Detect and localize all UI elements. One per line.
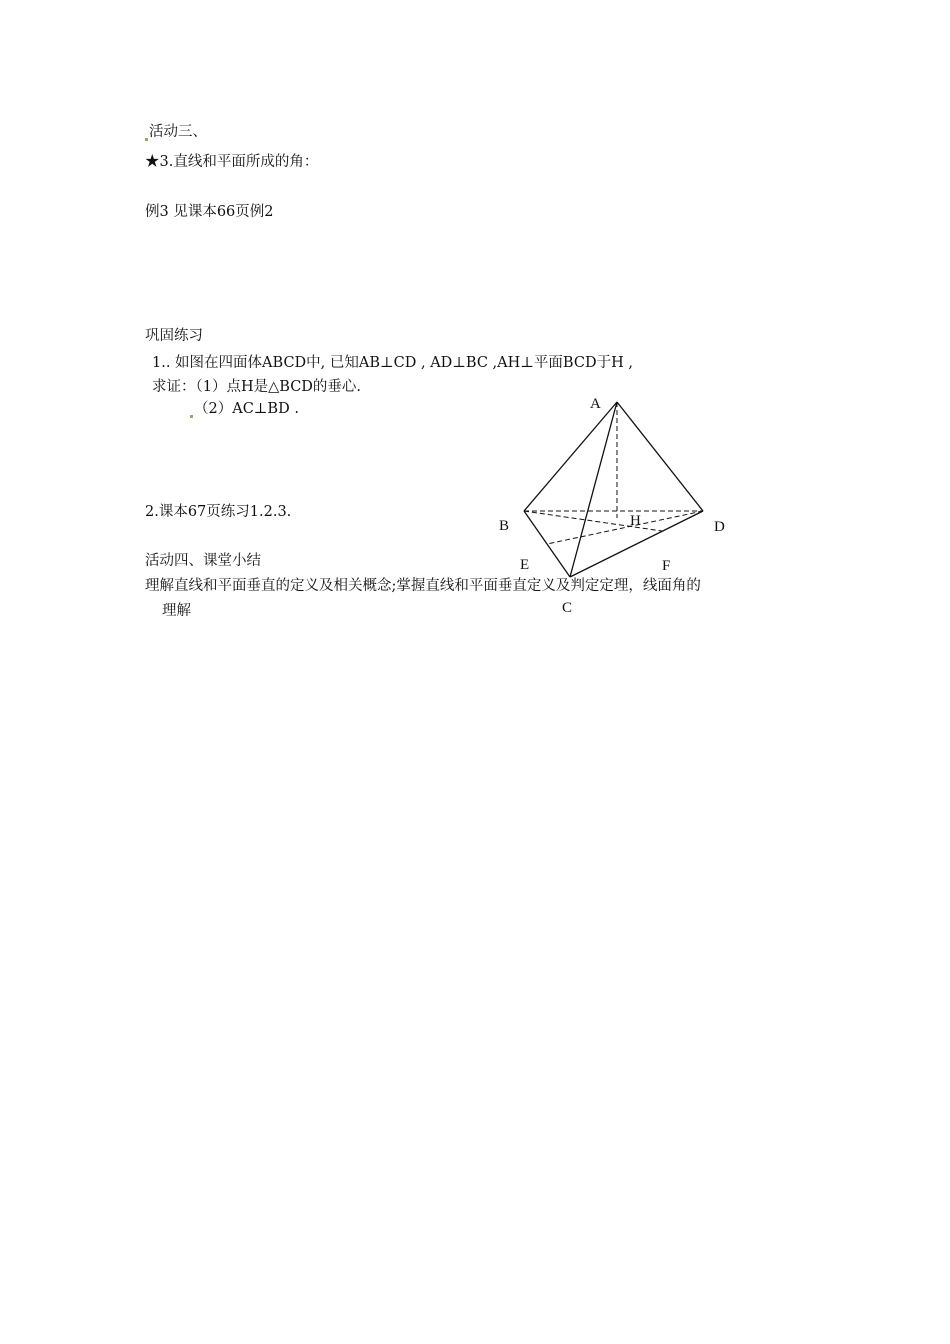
marker-dot: [190, 415, 193, 418]
edge-ab: [524, 402, 617, 511]
vertex-label-b: B: [499, 518, 510, 534]
summary-line-1: 理解直线和平面垂直的定义及相关概念;掌握直线和平面垂直定义及判定定理，线面角的: [145, 578, 701, 594]
problem1-part1: （1）点H是△BCD的垂心.: [195, 379, 362, 395]
vertex-label-e: E: [520, 557, 530, 573]
activity4-heading: 活动四、课堂小结: [145, 553, 261, 569]
vertex-label-f: F: [662, 558, 671, 574]
problem2-line: 2.课本67页练习1.2.3.: [145, 504, 292, 520]
line-de: [547, 511, 703, 544]
problem1-part2: （2）AC⊥BD .: [194, 401, 299, 417]
vertex-label-a: A: [590, 396, 601, 412]
item3-heading: ★3.直线和平面所成的角：: [145, 154, 319, 170]
tetrahedron-figure: [490, 388, 740, 620]
problem1-part2-line: [190, 400, 299, 418]
edge-ad: [617, 402, 703, 511]
prove-label: 求证：: [152, 379, 196, 395]
vertex-label-c: C: [562, 600, 573, 616]
practice-heading: 巩固练习: [145, 328, 203, 344]
edge-ac: [570, 402, 617, 577]
edge-bc: [524, 511, 570, 577]
vertex-label-h: H: [630, 513, 641, 529]
line-bf: [524, 511, 662, 531]
problem1-prove: [152, 378, 361, 396]
marker-dot: [145, 138, 148, 141]
vertex-label-d: D: [714, 519, 725, 535]
problem1-statement: 1.. 如图在四面体ABCD中, 已知AB⊥CD , AD⊥BC ,AH⊥平面BCD于H ,: [152, 355, 633, 371]
example3-line: 例3 见课本66页例2: [145, 204, 274, 220]
summary-line-2: 理解: [162, 603, 191, 619]
activity3-heading: 活动三、: [145, 123, 207, 141]
